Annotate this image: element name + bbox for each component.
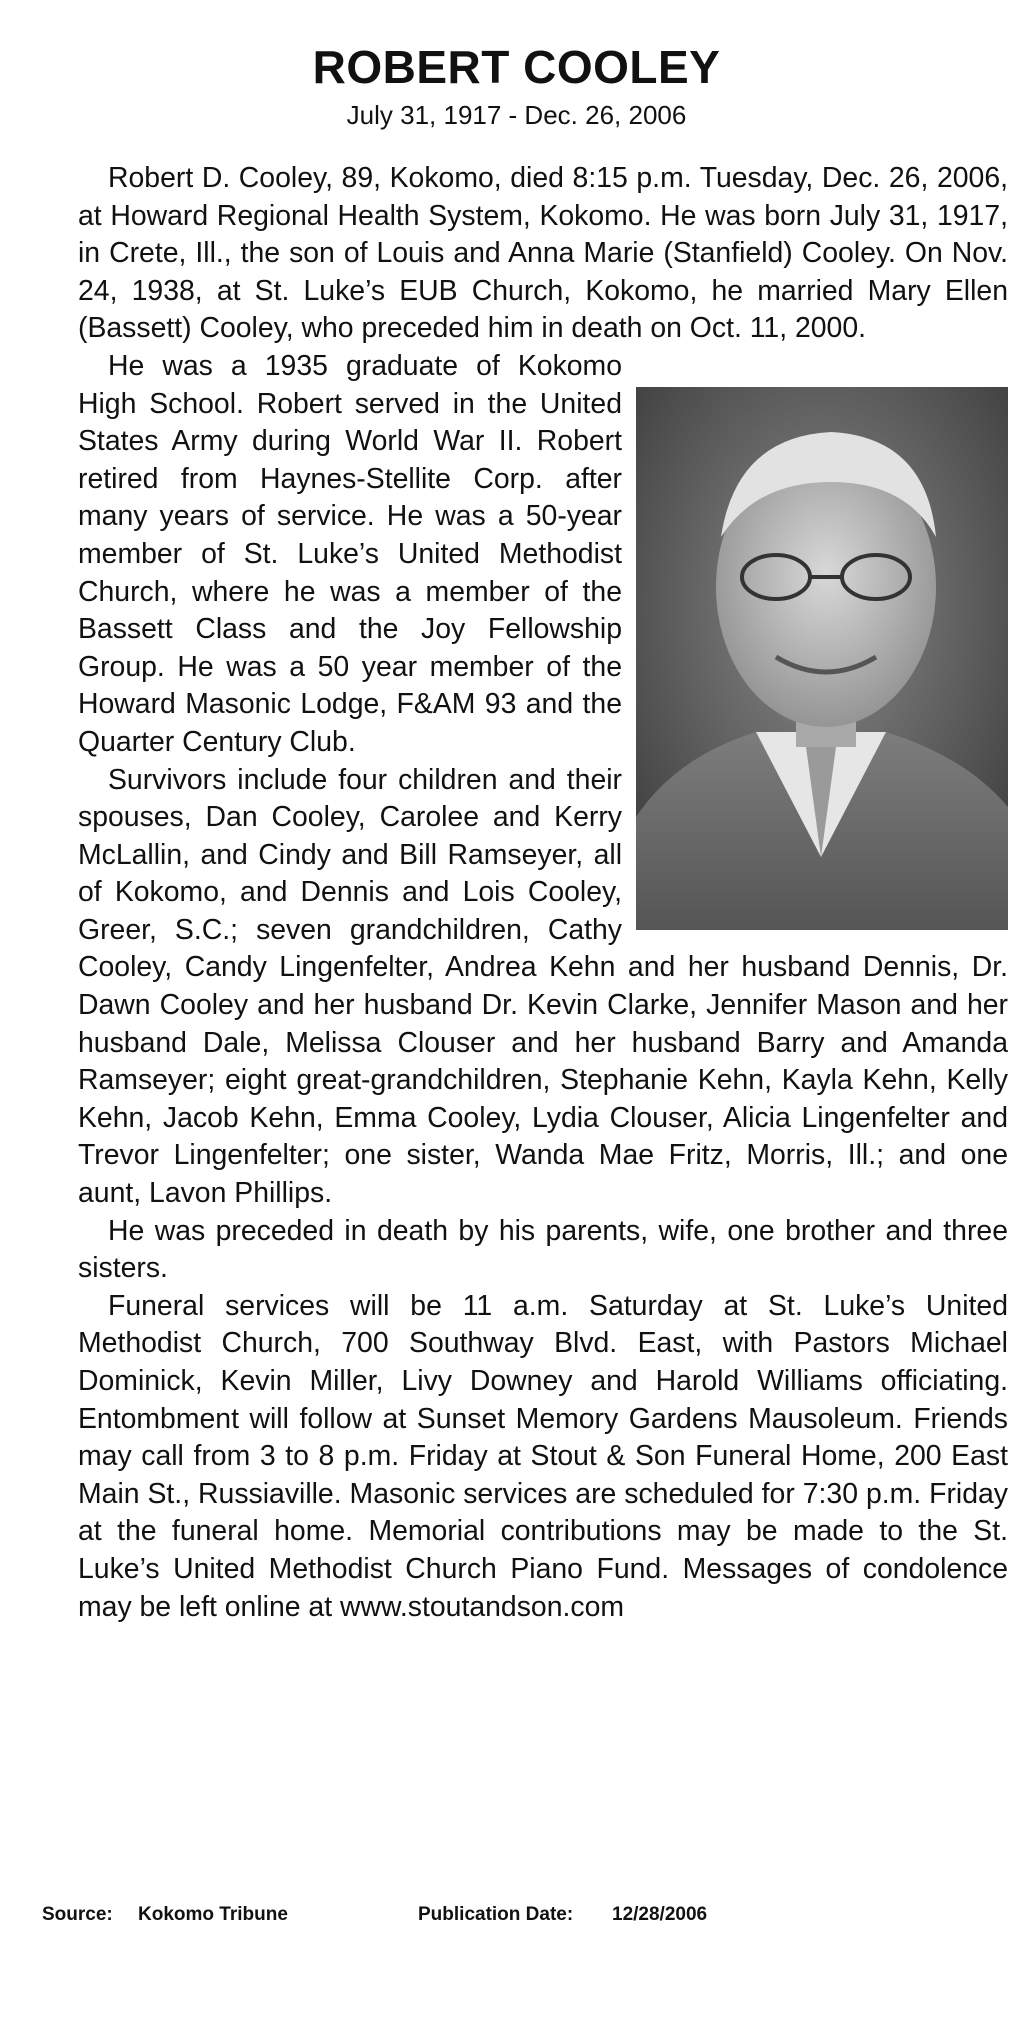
publication-date-value: 12/28/2006 xyxy=(612,1904,708,1925)
source-label: Source: xyxy=(42,1904,113,1925)
paragraph-biography: He was a 1935 graduate of Kokomo High School. Robert served in the United States Army during World War II. Robert retired from Haynes-Stellite Corp. after many years of service. He was a 50-year member of St. Luke’s United Methodist Church, where he was a member of the Bassett Class and the Joy Fellowship Group. He was a 50 year member of the Howard Masonic Lodge, F&AM 93 and the Quarter Century Club. xyxy=(78,349,622,758)
portrait-photo-graphic xyxy=(636,387,1008,930)
obituary-body xyxy=(78,160,1008,1626)
obituary-title: ROBERT COOLEY xyxy=(312,41,721,93)
source-value: Kokomo Tribune xyxy=(138,1904,288,1925)
paragraph-death-notice: Robert D. Cooley, 89, Kokomo, died 8:15 p.m. Tuesday, Dec. 26, 2006, at Howard Regional Health System, Kokomo. He was born July 31, 1917, in Crete, Ill., the son of Louis and Anna Marie (Stanfield) Cooley. On Nov. 24, 1938, at St. Luke’s EUB Church, Kokomo, he married Mary Ellen (Bassett) Cooley, who preceded him in death on Oct. 11, 2000. xyxy=(78,162,1008,345)
paragraph-preceded: He was preceded in death by his parents, wife, one brother and three sisters. xyxy=(78,1214,1008,1285)
paragraph-services: Funeral services will be 11 a.m. Saturday at St. Luke’s United Methodist Church, 700 Southway Blvd. East, with Pastors Michael Dominick, Kevin Miller, Livy Downey and Harold Williams officiating. Entombment will follow at Sunset Memory Gardens Mausoleum. Friends may call from 3 to 8 p.m. Friday at Stout & Son Funeral Home, 200 East Main St., Russiaville. Masonic services are scheduled for 7:30 p.m. Friday at the funeral home. Memorial contributions may be made to the St. Luke’s United Methodist Church Piano Fund. Messages of condolence may be left online at www.stoutandson.com xyxy=(78,1289,1008,1623)
life-dates: July 31, 1917 - Dec. 26, 2006 xyxy=(346,100,687,130)
paragraph-survivors: Survivors include four children and their spouses, Dan Cooley, Carolee and Kerry McLallin, and Cindy and Bill Ramseyer, all of Kokomo, and Dennis and Lois Cooley, Greer, S.C.; seven grandchildren, Cathy Cooley, Candy Lingenfelter, Andrea Kehn and her husband Dennis, Dr. Dawn Cooley and her husband Dr. Kevin Clarke, Jennifer Mason and her husband Dale, Melissa Clouser and her husband Barry and Amanda Ramseyer; eight great-grandchildren, Stephanie Kehn, Kayla Kehn, Kelly Kehn, Jacob Kehn, Emma Cooley, Lydia Clouser, Alicia Lingenfelter and Trevor Lingenfelter; one sister, Wanda Mae Fritz, Morris, Ill.; and one aunt, Lavon Phillips. xyxy=(78,763,1008,1210)
portrait-photo xyxy=(636,387,1008,930)
publication-date-label: Publication Date: xyxy=(418,1904,574,1925)
